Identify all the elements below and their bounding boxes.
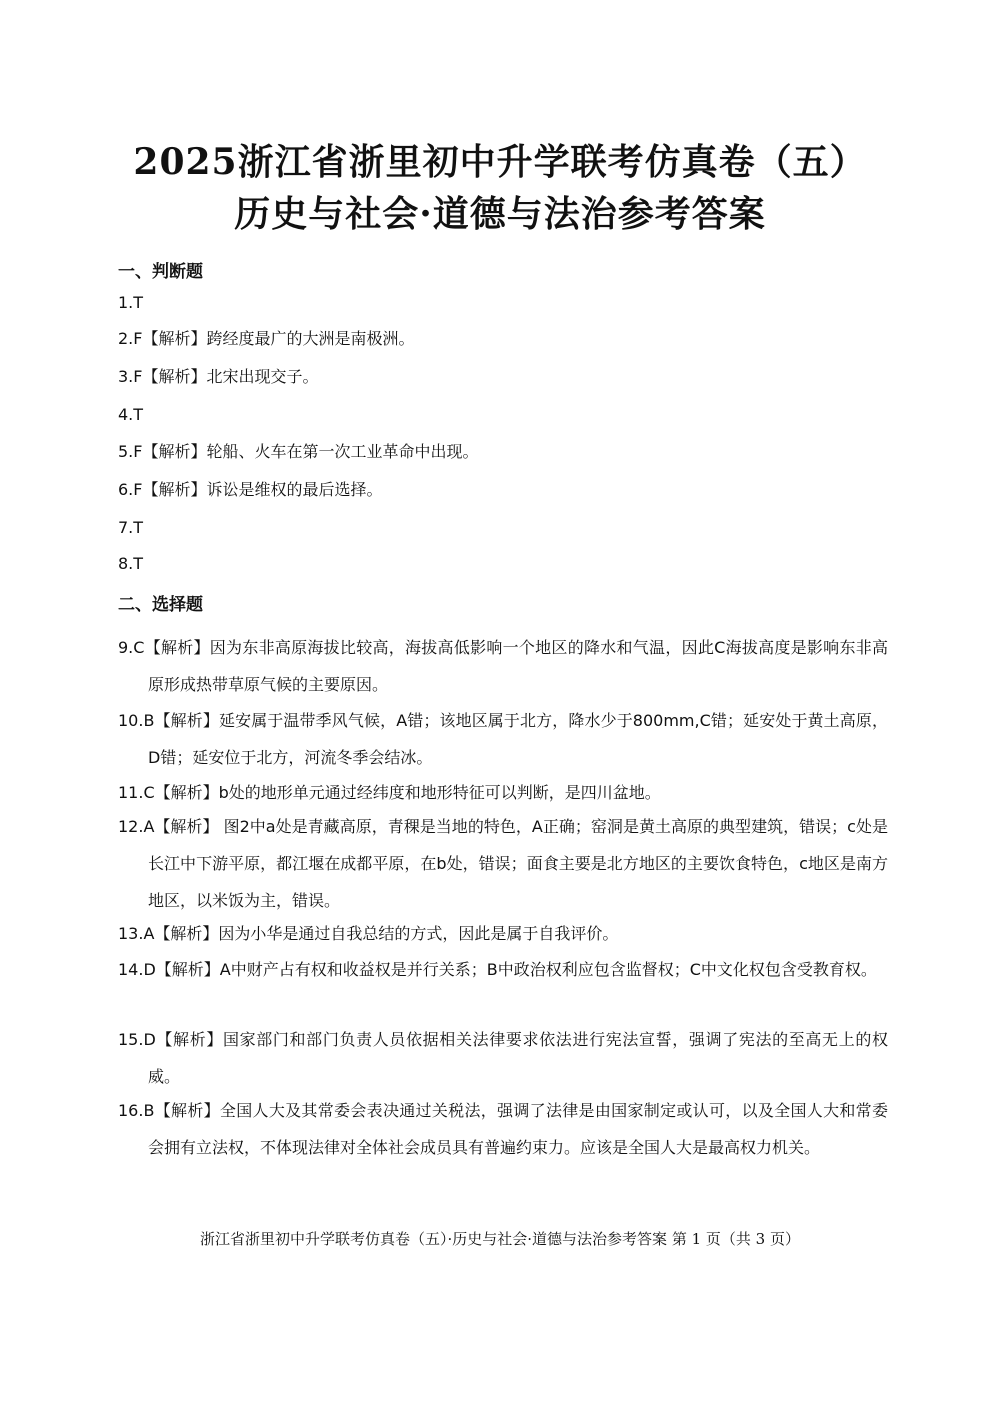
- choice-answer-10-text: 10.B【解析】延安属于温带季风气候，A错；该地区属于北方，降水少于800mm,C错；延安处于黄土高原，D错；延安位于北方，河流冬季会结冰。: [118, 711, 888, 767]
- document-title-line1: 2025浙江省浙里初中升学联考仿真卷（五）: [133, 141, 867, 183]
- choice-answer-11-text: 11.C【解析】b处的地形单元通过经纬度和地形特征可以判断，是四川盆地。: [118, 783, 661, 802]
- choice-answer-13: [118, 915, 888, 952]
- choice-answer-9: [118, 629, 888, 703]
- judge-answer-5: 5.F【解析】轮船、火车在第一次工业革命中出现。: [118, 442, 479, 461]
- choice-answer-10: [118, 702, 888, 776]
- choice-answer-13-text: 13.A【解析】因为小华是通过自我总结的方式，因此是属于自我评价。: [118, 924, 619, 943]
- section-heading-judge: 一、判断题: [118, 262, 203, 282]
- judge-answer-1: 1.T: [118, 293, 144, 312]
- choice-answer-11: [118, 774, 888, 811]
- choice-answer-15-text: 15.D【解析】国家部门和部门负责人员依据相关法律要求依法进行宪法宣誓，强调了宪法的至高无上的权威。: [118, 1030, 888, 1086]
- judge-answer-6: 6.F【解析】诉讼是维权的最后选择。: [118, 480, 383, 499]
- choice-answer-12: [118, 808, 888, 919]
- judge-answer-4: 4.T: [118, 405, 144, 424]
- section-heading-choice: 二、选择题: [118, 595, 203, 615]
- judge-answer-7: 7.T: [118, 518, 144, 537]
- document-title-line2: 历史与社会·道德与法治参考答案: [234, 193, 766, 235]
- choice-answer-14-text: 14.D【解析】A中财产占有权和收益权是并行关系；B中政治权利应包含监督权；C中文化权包含受教育权。: [118, 960, 877, 979]
- choice-answer-15: [118, 1021, 888, 1095]
- judge-answer-2: 2.F【解析】跨经度最广的大洲是南极洲。: [118, 329, 415, 348]
- choice-answer-16-text: 16.B【解析】全国人大及其常委会表决通过关税法，强调了法律是由国家制定或认可，以及全国人大和常委会拥有立法权，不体现法律对全体社会成员具有普遍约束力。应该是全国人大是最高权力机关。: [118, 1101, 888, 1157]
- judge-answer-3: 3.F【解析】北宋出现交子。: [118, 367, 319, 386]
- choice-answer-16: [118, 1092, 888, 1166]
- page-footer: 浙江省浙里初中升学联考仿真卷（五）·历史与社会·道德与法治参考答案 第 1 页（共 3 页）: [200, 1230, 800, 1248]
- choice-answer-12-text: 12.A【解析】 图2中a处是青藏高原，青稞是当地的特色，A正确；窑洞是黄土高原的典型建筑，错误；c处是长江中下游平原，都江堰在成都平原，在b处，错误；面食主要是北方地区的主要饮食特色，c地区是南方地区，以米饭为主，错误。: [118, 817, 888, 910]
- choice-answer-14: [118, 951, 888, 988]
- choice-answer-9-text: 9.C【解析】因为东非高原海拔比较高，海拔高低影响一个地区的降水和气温，因此C海拔高度是影响东非高原形成热带草原气候的主要原因。: [118, 638, 888, 694]
- judge-answer-8: 8.T: [118, 554, 144, 573]
